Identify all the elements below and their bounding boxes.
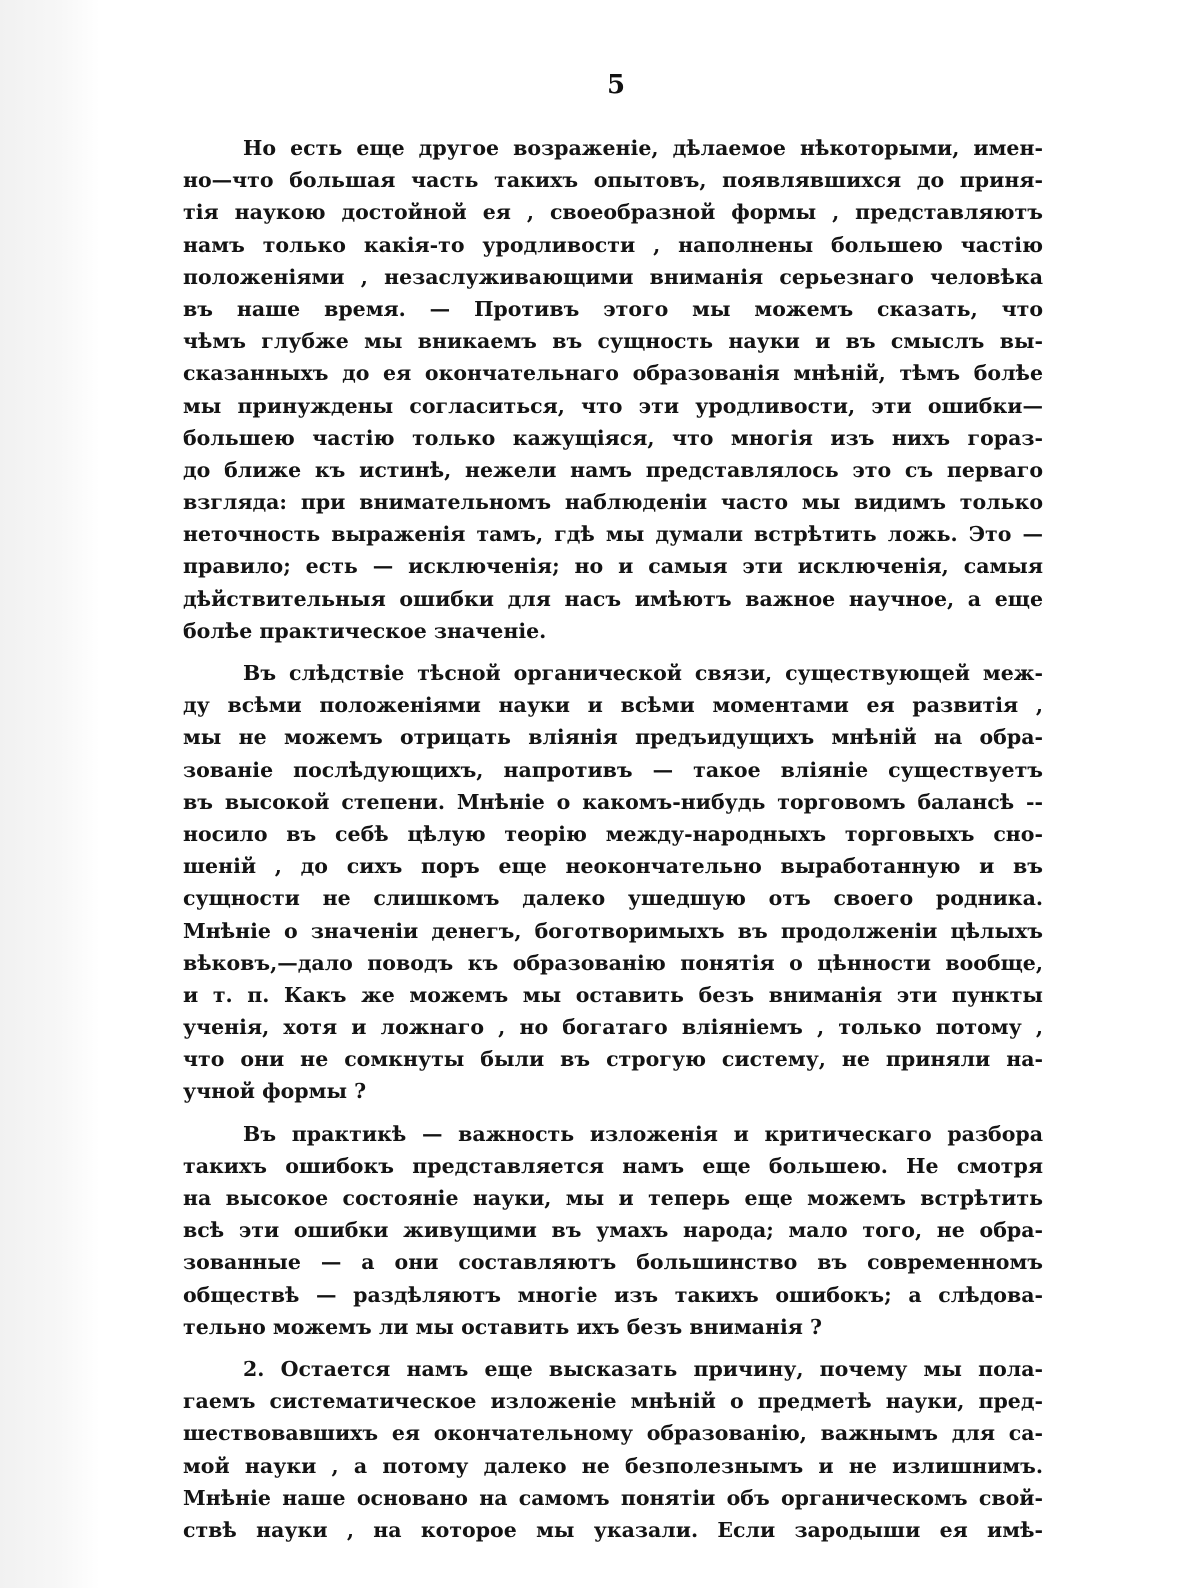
text-line: сущности не слишкомъ далеко ушедшую отъ своего родника. xyxy=(183,886,1043,911)
text-line: мы принуждены согласиться, что эти уродливости, эти ошибки— xyxy=(183,393,1043,418)
scan-shadow-edge xyxy=(0,0,100,1588)
text-line: Но есть еще другое возраженіе, дѣлаемое нѣкоторыми, имен- xyxy=(243,136,1043,160)
text-line: Мнѣніе наше основано на самомъ понятіи объ органическомъ свой- xyxy=(183,1485,1043,1510)
text-line: обществѣ — раздѣляютъ многіе изъ такихъ ошибокъ; а слѣдова- xyxy=(183,1282,1043,1307)
paragraph-2 xyxy=(183,657,1043,1108)
paragraph-3 xyxy=(183,1118,1043,1343)
paragraph-1 xyxy=(183,132,1043,647)
text-line: намъ только какія-то уродливости , наполнены большею частію xyxy=(183,232,1043,257)
body-text xyxy=(183,132,1043,1556)
text-line: тельно можемъ ли мы оставить ихъ безъ вниманія ? xyxy=(183,1314,823,1339)
text-line: и т. п. Какъ же можемъ мы оставить безъ вниманія эти пункты xyxy=(183,982,1043,1007)
text-line: 2. Остается намъ еще высказать причину, почему мы пола- xyxy=(243,1356,1043,1381)
text-line: сказанныхъ до ея окончательнаго образованія мнѣній, тѣмъ болѣе xyxy=(183,361,1043,386)
text-line: взгляда: при внимательномъ наблюденіи часто мы видимъ только xyxy=(183,490,1043,515)
text-line: мы не можемъ отрицать вліянія предъидущихъ мнѣній на обра- xyxy=(183,725,1043,750)
text-line: но—что большая часть такихъ опытовъ, появлявшихся до приня- xyxy=(183,168,1043,193)
text-line: правило; есть — исключенія; но и самыя эти исключенія, самыя xyxy=(183,554,1043,579)
text-line: ду всѣми положеніями науки и всѣми моментами ея развитія , xyxy=(183,693,1043,718)
text-line: мой науки , а потому далеко не безполезнымъ и не излишнимъ. xyxy=(183,1453,1043,1478)
text-line: что они не сомкнуты были въ строгую систему, не приняли на- xyxy=(183,1047,1043,1072)
text-line: зованные — а они составляютъ большинство въ современномъ xyxy=(183,1250,1043,1275)
text-line: Въ слѣдствіе тѣсной органической связи, существующей меж- xyxy=(243,661,1043,685)
text-line: ствѣ науки , на которое мы указали. Если зародыши ея имѣ- xyxy=(183,1517,1043,1542)
text-line: ученія, хотя и ложнаго , но богатаго вліяніемъ , только потому , xyxy=(183,1015,1043,1040)
text-line: гаемъ систематическое изложеніе мнѣній о предметѣ науки, пред- xyxy=(183,1389,1043,1414)
paragraph-4 xyxy=(183,1353,1043,1546)
text-line: учной формы ? xyxy=(183,1079,367,1104)
text-line: Въ практикѣ — важность изложенія и критическаго разбора xyxy=(243,1121,1043,1146)
text-line: дѣйствительныя ошибки для насъ имѣютъ важное научное, а еще xyxy=(183,586,1043,611)
text-line: большею частію только кажущіяся, что многія изъ нихъ горaз- xyxy=(183,425,1043,450)
text-line: до ближе къ истинѣ, нежели намъ представлялось это съ перваго xyxy=(183,457,1043,482)
text-line: всѣ эти ошибки живущими въ умахъ народа; мало того, не обра- xyxy=(183,1218,1043,1243)
text-line: чѣмъ глубже мы вникаемъ въ сущность науки и въ смыслъ вы- xyxy=(183,329,1043,354)
text-line: тія наукою достойной ея , своеобразной формы , представляютъ xyxy=(183,200,1043,225)
text-line: положеніями , незаслуживающими вниманія серьезнаго человѣка xyxy=(183,264,1043,289)
text-line: неточность выраженія тамъ, гдѣ мы думали встрѣтить ложь. Это — xyxy=(183,522,1043,547)
text-line: зованіе послѣдующихъ, напротивъ — такое вліяніе существуетъ xyxy=(183,757,1043,782)
text-line: такихъ ошибокъ представляется намъ еще большею. Не смотря xyxy=(183,1153,1043,1178)
text-line: на высокое состояніе науки, мы и теперь еще можемъ встрѣтить xyxy=(183,1186,1043,1210)
text-line: носило въ себѣ цѣлую теорію между-народныхъ торговыхъ сно- xyxy=(183,821,1043,846)
text-line: въ наше время. — Противъ этого мы можемъ сказать, что xyxy=(183,296,1043,321)
text-line: шеній , до сихъ поръ еще неокончательно выработанную и въ xyxy=(183,854,1043,879)
text-line: болѣе практическое значеніе. xyxy=(183,618,547,643)
text-line: въ высокой степени. Мнѣніе о какомъ-нибудь торговомъ балансѣ -- xyxy=(183,789,1043,814)
text-line: шествовавшихъ ея окончательному образованію, важнымъ для са- xyxy=(183,1421,1043,1446)
page-number: 5 xyxy=(606,70,626,100)
text-line: Мнѣніе о значеніи денегъ, боготворимыхъ въ продолженіи цѣлыхъ xyxy=(183,918,1043,943)
text-line: вѣковъ,—дало поводъ къ образованію понятія о цѣнности вообще, xyxy=(183,950,1043,975)
